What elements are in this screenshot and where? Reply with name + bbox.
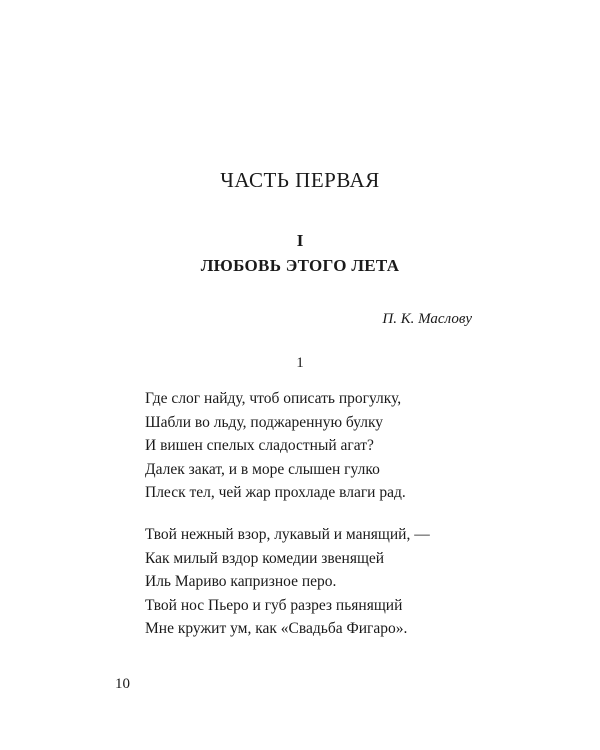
poem-line: Далек закат, и в море слышен гулко [145,460,380,478]
poem-line: Мне кружит ум, как «Свадьба Фигаро». [145,620,408,637]
chapter-title: ЛЮБОВЬ ЭТОГО ЛЕТА [200,256,400,275]
poem-line: Плеск тел, чей жар прохладе влаги рад. [145,484,406,501]
poem-number: 1 [296,355,304,371]
poem-line: Иль Мариво капризное перо. [145,573,337,590]
poem-line: Как милый вздор комедии звенящей [145,549,385,567]
poem-line: И вишен спелых сладостный агат? [145,437,374,454]
chapter-number: I [296,231,304,250]
stanza-2 [145,523,485,641]
part-title: ЧАСТЬ ПЕРВАЯ [220,168,380,192]
poem-line: Твой нос Пьеро и губ разрез пьянящий [145,596,403,614]
stanza-1 [145,387,485,505]
page-number: 10 [115,676,130,692]
poem-line: Твой нежный взор, лукавый и манящий, — [145,526,430,543]
poem-line: Шабли во льду, поджаренную булку [145,413,384,431]
poem-line: Где слог найду, чтоб описать прогулку, [145,390,402,407]
dedication: П. К. Маслову [382,311,472,327]
